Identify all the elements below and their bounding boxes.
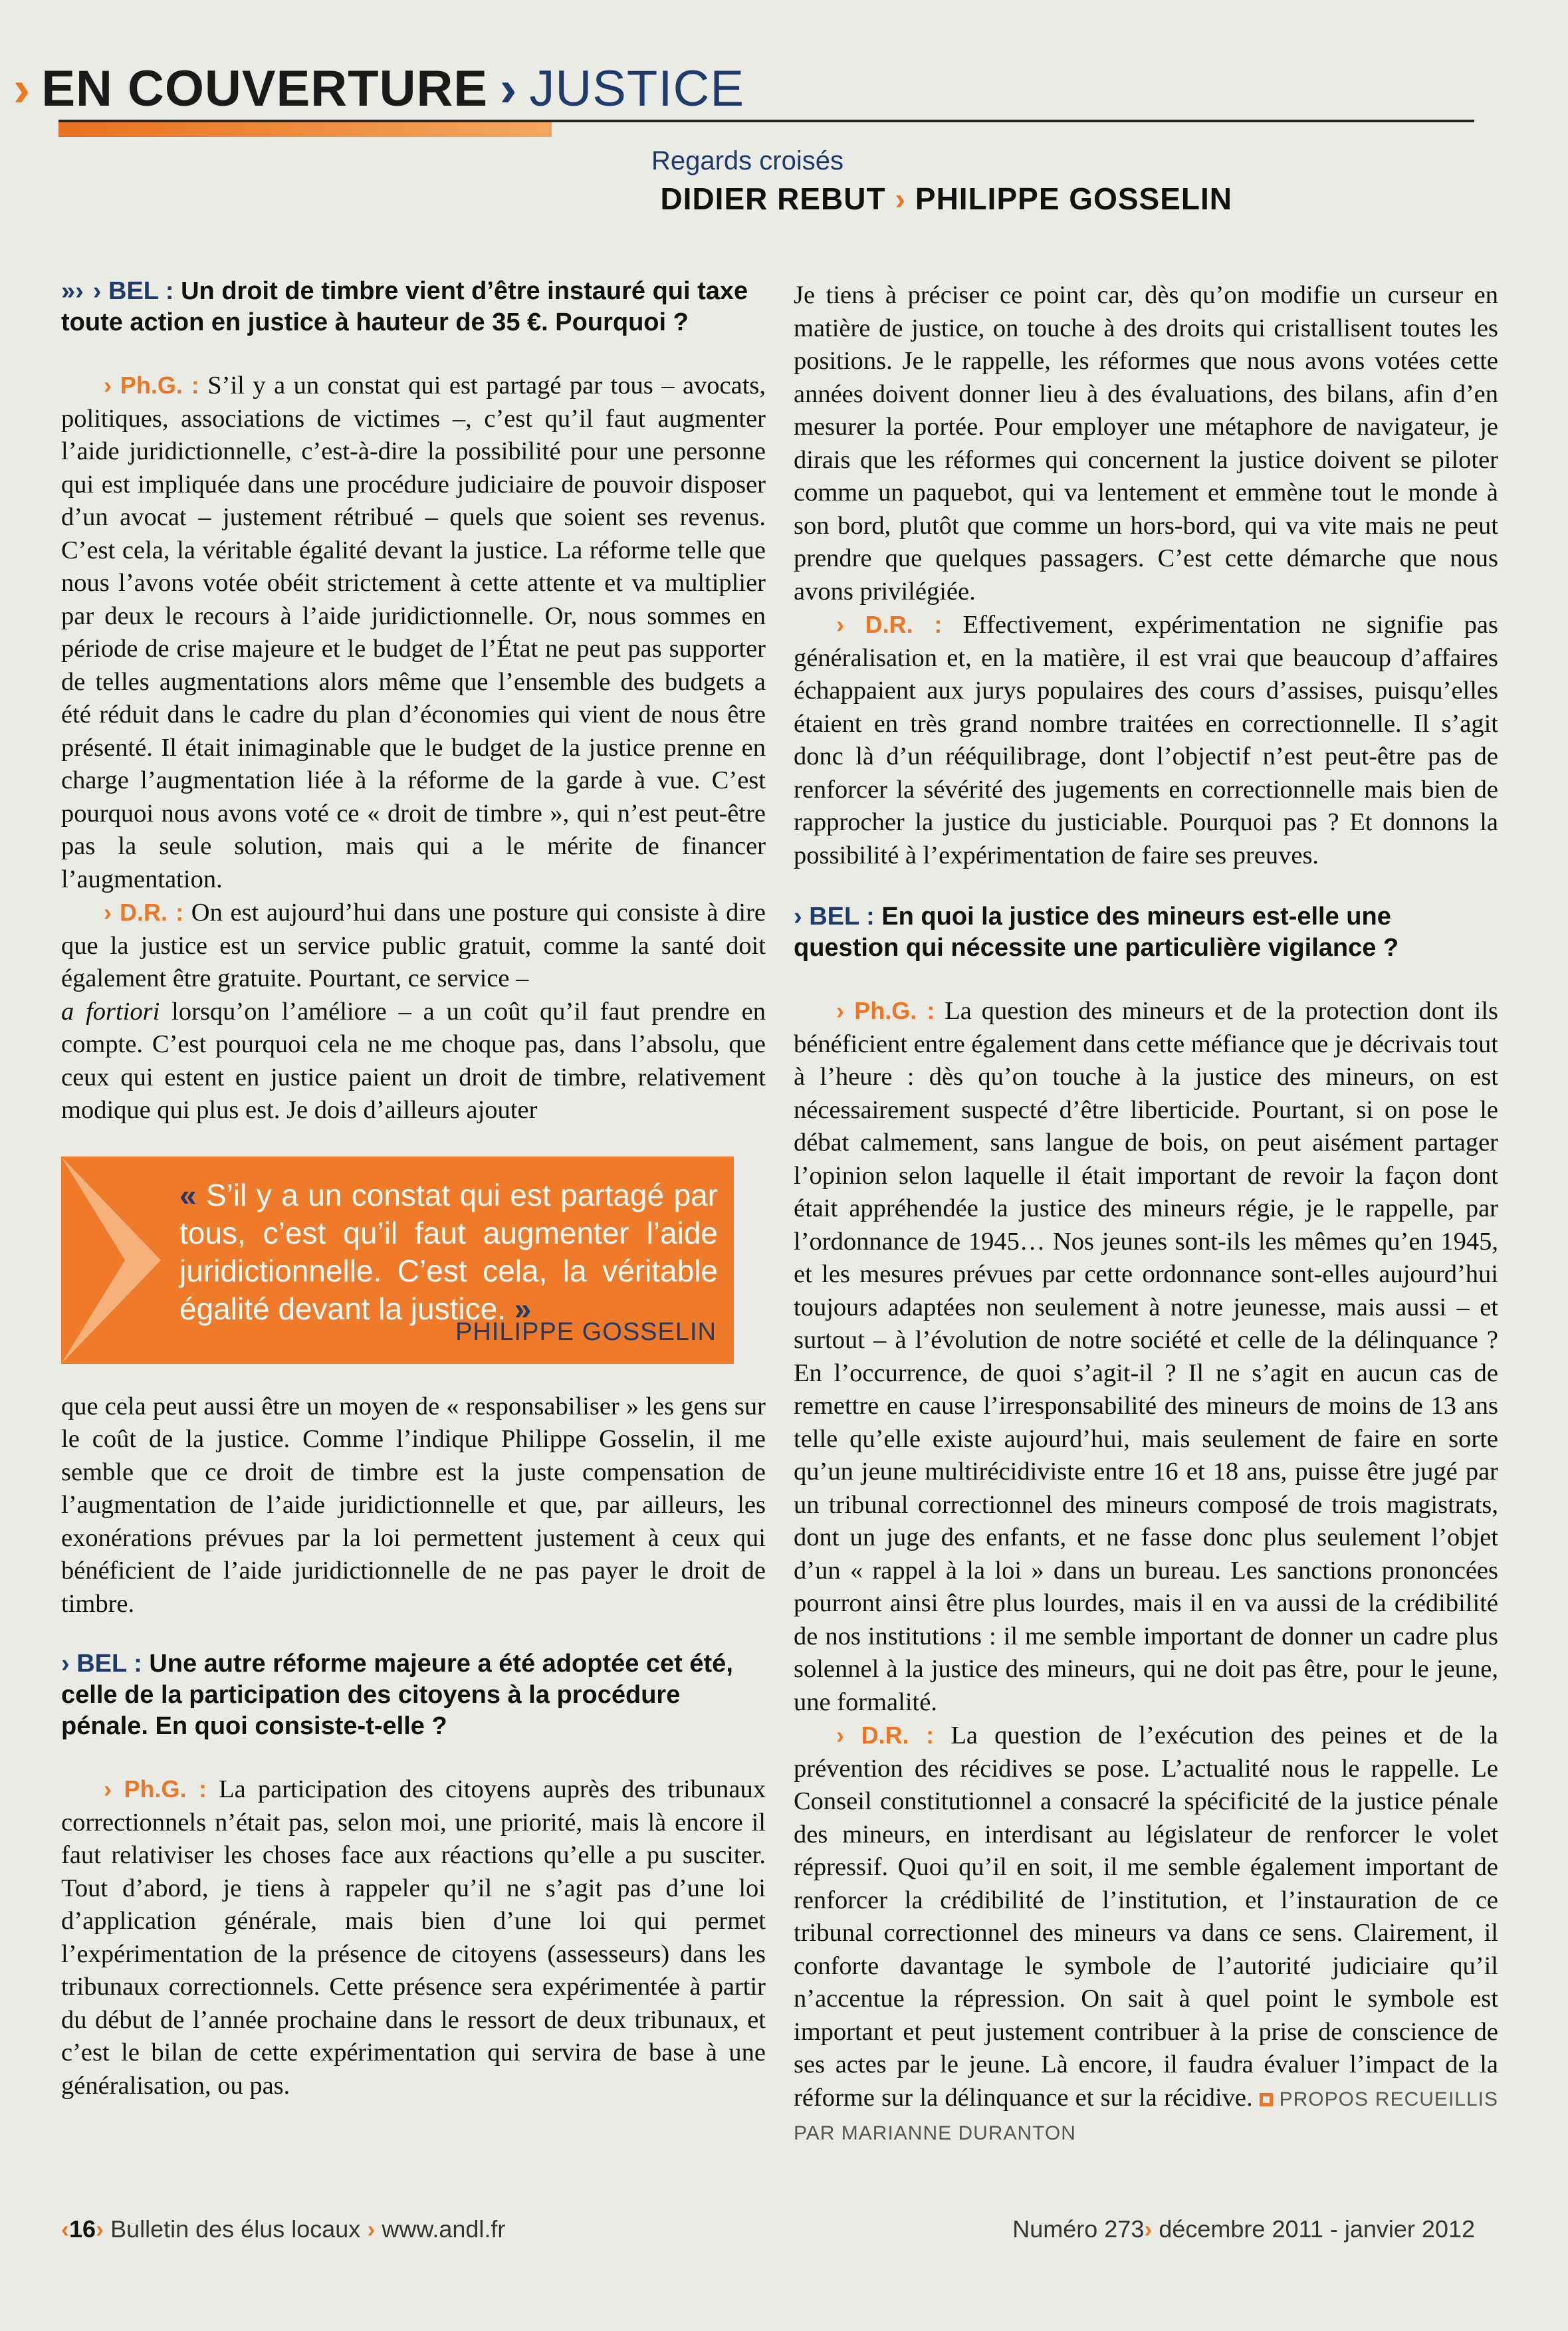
footer-right <box>1012 2215 1475 2243</box>
answer-phg-1 <box>61 369 766 896</box>
speaker-label: D.R. : <box>865 611 943 638</box>
speaker-label: Ph.G. : <box>854 997 935 1024</box>
speaker-dr: › D.R. : <box>104 899 184 926</box>
chevron-right-icon: › <box>367 2215 376 2243</box>
answer-text: Effectivement, expérimentation ne signifie pas généralisation et, en la matière, il est vrai que beaucoup d’affaires échappaient aux jurys populaires des cours d’assises, puisqu’elles étaient en très grand nombre traitées en correctionnelle. Il s’agit donc là d’un rééquilibrage, dont l’objectif n’est peut-être pas de renforcer la sévérité des jugements en correctionnelle mais bien de rapprocher la justice du justiciable. Pourquoi pas ? Et donnons la possibilité à l’expérimentation de faire ses preuves. <box>794 611 1498 869</box>
speaker-bel: BEL : <box>809 903 875 931</box>
interview-credit: PROPOS RECUEILLIS PAR MARIANNE DURANTON <box>794 2088 1498 2144</box>
chevron-left-icon: ‹ <box>61 2215 69 2243</box>
chevron-right-icon: › <box>92 277 109 305</box>
speaker-bel: BEL : <box>76 1650 142 1678</box>
chevron-right-icon: › <box>13 60 31 117</box>
left-column <box>61 276 766 2102</box>
speaker-phg: › Ph.G. : <box>104 1775 207 1803</box>
answer-text: La participation des citoyens auprès des tribunaux correctionnels n’était pas, selon moi, une priorité, mais là encore il faut relativiser les choses face aux réactions qu’elle a pu susciter. Tout d’abord, je tiens à rappeler qu’il ne s’agit pas d’une loi d’application générale, mais bien d’une loi qui permet l’expérimentation de la présence de citoyens (assesseurs) dans les tribunaux correctionnels. Cette présence sera expérimentée à partir du début de l’année prochaine dans le ressort de deux tribunaux, et c’est le bilan de cette expérimentation qui servira de base à une généralisation, ou pas. <box>61 1775 766 2100</box>
question-2 <box>61 1648 766 1742</box>
speaker-label: D.R. : <box>861 1721 935 1749</box>
answer-text: La question des mineurs et de la protection dont ils bénéficient entre également dans cette méfiance que je décrivais tout à l’heure : dès qu’on touche à la justice des mineurs, on est nécessairement suspecté d’être liberticide. Pourtant, si on pose le débat calmement, sans langue de bois, on peut aisément partager l’opinion selon laquelle il était important de revoir la façon dont était appréhendée la justice des mineurs régie, je le rappelle, par l’ordonnance de 1945… Nos jeunes sont-ils les mêmes qu’en 1945, et les mesures prévues par cette ordonnance sont-elles aujourd’hui toujours adaptées non seulement à notre jeunesse, mais aussi – et surtout – à l’évolution de notre société et celle de la délinquance ? En l’occurrence, de quoi s’agit-il ? Il ne s’agit en aucun cas de remettre en cause l’irresponsabilité des mineurs de moins de 13 ans telle qu’elle existe aujourd’hui, mais seulement de faire en sorte qu’un jeune multirécidiviste entre 16 et 18 ans, puisse être jugé par un tribunal correctionnel des mineurs composé de trois magistrats, dont un juge des enfants, et ne fasse donc plus seulement l’objet d’un « rappel à la loi » dans un bureau. Les sanctions prononcées pourront ainsi être plus lourdes, mais il en va aussi de la crédibilité de nos institutions : il me semble important de donner un cadre plus solennel à la justice des mineurs, qui ne doit pas être, pour le jeune, une formalité. <box>794 997 1499 1716</box>
quote-open: « <box>179 1177 197 1212</box>
chevron-decoration-cutout <box>61 1157 125 1364</box>
website-url: www.andl.fr <box>382 2215 506 2243</box>
answer-phg-3 <box>794 994 1498 1719</box>
question-text: En quoi la justice des mineurs est-elle une question qui nécessite une particulière vigilance ? <box>794 903 1399 962</box>
answer-dr-3 <box>794 1719 1498 2150</box>
speaker-dr: › D.R. : <box>836 611 943 638</box>
end-square-icon <box>1260 2093 1273 2106</box>
chevron-right-icon: › <box>794 903 810 931</box>
interviewee-2: PHILIPPE GOSSELIN <box>915 181 1232 216</box>
speaker-bel: BEL : <box>108 277 174 305</box>
answer-text: S’il y a un constat qui est partagé par tous – avocats, politiques, associations de victimes –, c’est qu’il faut augmenter l’aide juridictionnelle, c’est-à-dire la possibilité pour une personne qui est impliquée dans une procédure judiciaire de pouvoir disposer d’un avocat – justement rétribué – quels que soient ses revenus. C’est cela, la véritable égalité devant la justice. La réforme telle que nous l’avons votée obéit strictement à cette attente et va multiplier par deux le recours à l’aide juridictionnelle. Or, nous sommes en période de crise majeure et le budget de l’État ne peut pas supporter de telles augmentations alors même que l’ensemble des budgets a été réduit dans le cadre du plan d’économies qui vient de nous être présenté. Il était inimaginable que le budget de la justice prenne en charge l’augmentation liée à la réforme de la garde à vue. C’est pourquoi nous avons voté ce « droit de timbre », qui n’est peut-être pas la seule solution, mais qui a le mérite de financer l’augmentation. <box>61 372 766 893</box>
chevron-right-icon: › <box>96 2215 104 2243</box>
question-3 <box>794 901 1498 964</box>
answer-phg-2 <box>61 1773 766 2102</box>
quote-body: S’il y a un constat qui est partagé par tous, c’est qu’il faut augmenter l’aide juridictionnelle. C’est cela, la véritable égalité devant la justice. <box>179 1177 719 1326</box>
interviewees <box>660 181 1232 217</box>
answer-phg-2-continued: Je tiens à préciser ce point car, dès qu’on modifie un curseur en matière de justice, on touche à des droits qui cristallisent toutes les positions. Je le rappelle, les réformes que nous avons votées cette années doivent donner lieu à des évaluations, des bilans, afin d’en mesurer la portée. Pour employer une métaphore de navigateur, je dirais que les réformes qui concernent la justice doivent se piloter comme un paquebot, qui va lentement et emmène tout le monde à son bord, plutôt que comme un hors-bord, qui va vite mais ne peut prendre que quelques passagers. C’est cette démarche que nous avons privilégiée. <box>794 281 1498 606</box>
section-header <box>13 58 744 118</box>
pull-quote <box>61 1157 734 1364</box>
speaker-label: Ph.G. : <box>120 372 199 399</box>
interviewee-1: DIDIER REBUT <box>660 181 886 216</box>
footer-left <box>61 2215 505 2243</box>
triple-chevron-icon: »› <box>61 277 84 305</box>
answer-text: lorsqu’on l’améliore – a un coût qu’il faut prendre en compte. C’est pourquoi cela ne me choque pas, dans l’absolu, que ceux qui estent en justice paient un droit de timbre, relativement modique qui plus est. Je dois d’ailleurs ajouter <box>61 997 766 1124</box>
speaker-phg: › Ph.G. : <box>104 372 199 399</box>
answer-dr-1-continued: que cela peut aussi être un moyen de « responsabiliser » les gens sur le coût de la justice. Comme l’indique Philippe Gosselin, il me semble que ce droit de timbre est la juste compensation de l’augmentation de l’aide juridictionnelle et que, par ailleurs, les exonérations prévues par la loi permettent justement à ceux qui bénéficient de l’aide juridictionnelle de ne pas payer le droit de timbre. <box>61 1392 766 1618</box>
pull-quote-author: PHILIPPE GOSSELIN <box>455 1318 717 1346</box>
answer-dr-2 <box>794 608 1498 872</box>
answer-text: On est aujourd’hui dans une posture qui consiste à dire que la justice est un service public gratuit, comme la santé doit également être gratuite. Pourtant, ce service – <box>61 899 766 992</box>
issue-date: décembre 2011 - janvier 2012 <box>1159 2215 1475 2243</box>
right-column <box>794 279 1498 2150</box>
publication-name: Bulletin des élus locaux <box>110 2215 361 2243</box>
chevron-right-icon: › <box>61 1650 77 1678</box>
answer-text: La question de l’exécution des peines et de la prévention des récidives se pose. L’actualité nous le rappelle. Le Conseil constitutionnel a consacré la spécificité de la justice pénale des mineurs, en interdisant au législateur de renforcer le volet répressif. Quoi qu’il en soit, il me semble également important de renforcer la crédibilité de l’institution, et l’instauration de ce tribunal correctionnel des mineurs va dans ce sens. Clairement, il conforte davantage le symbole de l’autorité judiciaire qu’il n’accentue la répression. On sait à quel point le symbole est important et peut justement contribuer à la prise de conscience de ses actes par le jeune. Là encore, il faudra évaluer l’impact de la réforme sur la délinquance et sur la récidive. <box>794 1721 1499 2112</box>
question-text: Une autre réforme majeure a été adoptée cet été, celle de la participation des citoyens à la procédure pénale. En quoi consiste-t-elle ? <box>61 1650 733 1740</box>
question-text: Un droit de timbre vient d’être instauré qui taxe toute action en justice à hauteur de 35 €. Pourquoi ? <box>61 277 748 336</box>
kicker: Regards croisés <box>651 146 843 175</box>
speaker-label: D.R. : <box>120 899 184 926</box>
pull-quote-text <box>179 1176 718 1328</box>
header-accent-bar <box>58 122 552 137</box>
chevron-right-icon: › <box>1144 2215 1153 2243</box>
answer-dr-1 <box>61 896 766 1127</box>
italic-phrase: a fortiori <box>61 997 160 1026</box>
chevron-right-icon: › <box>895 181 906 216</box>
speaker-dr: › D.R. : <box>836 1721 935 1749</box>
page-number: 16 <box>69 2215 96 2243</box>
question-1 <box>61 276 766 338</box>
issue-number: Numéro 273 <box>1012 2215 1145 2243</box>
section-title: EN COUVERTURE <box>41 60 489 117</box>
quote-close: » <box>514 1291 532 1326</box>
chevron-right-icon: › <box>500 60 518 117</box>
speaker-label: Ph.G. : <box>124 1775 207 1803</box>
section-topic: JUSTICE <box>529 60 745 117</box>
speaker-phg: › Ph.G. : <box>836 997 935 1024</box>
